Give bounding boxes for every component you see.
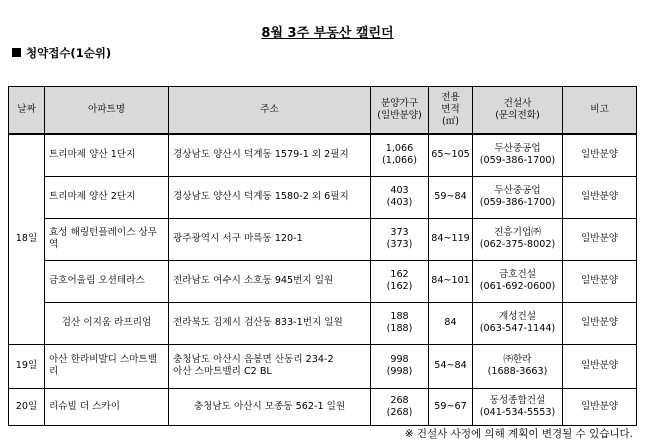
header-date: 날짜 (9, 87, 45, 135)
units-cell: 998 (998) (371, 344, 429, 388)
note-cell: 일반분양 (563, 302, 637, 344)
note-cell: 일반분양 (563, 134, 637, 176)
page-title: 8월 3주 부동산 캘린더 (261, 26, 394, 41)
header-builder: 건설사 (문의전화) (473, 87, 563, 135)
table-row (9, 260, 637, 302)
table-row (9, 176, 637, 218)
apartment-name: 효성 해링턴플레이스 상무역 (45, 218, 169, 260)
area-cell: 65~105 (429, 134, 473, 176)
date-cell: 18일 (9, 134, 45, 344)
builder-cell: 진흥기업㈜ (062-375-8002) (473, 218, 563, 260)
note-cell: 일반분양 (563, 388, 637, 425)
header-remarks: 비고 (563, 87, 637, 135)
square-bullet-icon (12, 48, 21, 57)
address-cell: 충청남도 아산시 음봉면 산동리 234-2 아산 스마트밸리 C2 BL (169, 344, 371, 388)
builder-cell: ㈜한라 (1688-3663) (473, 344, 563, 388)
header-row (9, 87, 637, 135)
address-cell: 경상남도 양산시 덕계동 1580-2 외 6필지 (169, 176, 371, 218)
address-cell: 광주광역시 서구 마륵동 120-1 (169, 218, 371, 260)
area-cell: 59~67 (429, 388, 473, 425)
address-cell: 충청남도 아산시 모종동 562-1 일원 (169, 388, 371, 425)
date-cell: 20일 (9, 388, 45, 425)
apartment-name: 리슈빌 더 스카이 (45, 388, 169, 425)
header-address: 주소 (169, 87, 371, 135)
area-cell: 84~101 (429, 260, 473, 302)
units-cell: 268 (268) (371, 388, 429, 425)
area-cell: 59~84 (429, 176, 473, 218)
note-cell: 일반분양 (563, 218, 637, 260)
footnote: ※ 건설사 사정에 의해 계획이 변경될 수 있습니다. (404, 428, 633, 440)
address-cell: 전라북도 김제시 검산동 833-1번지 일원 (169, 302, 371, 344)
note-cell: 일반분양 (563, 176, 637, 218)
header-apartment: 아파트명 (45, 87, 169, 135)
date-cell: 19일 (9, 344, 45, 388)
apartment-name: 트리마제 양산 2단지 (45, 176, 169, 218)
builder-cell: 계성건설 (063-547-1144) (473, 302, 563, 344)
units-cell: 188 (188) (371, 302, 429, 344)
note-cell: 일반분양 (563, 344, 637, 388)
builder-cell: 동성종합건설 (041-534-5553) (473, 388, 563, 425)
header-units: 분양가구 (일반분양) (371, 87, 429, 135)
units-cell: 403 (403) (371, 176, 429, 218)
apartment-name: 트리마제 양산 1단지 (45, 134, 169, 176)
builder-cell: 두산중공업 (059-386-1700) (473, 134, 563, 176)
apartment-name: 검산 이지움 라프리엄 (45, 302, 169, 344)
units-cell: 1,066 (1,066) (371, 134, 429, 176)
header-area: 전용 면적 (㎡) (429, 87, 473, 135)
address-cell: 경상남도 양산시 덕계동 1579-1 외 2필지 (169, 134, 371, 176)
table-row (9, 218, 637, 260)
section-title: 청약접수(1순위) (26, 46, 112, 60)
units-cell: 162 (162) (371, 260, 429, 302)
note-cell: 일반분양 (563, 260, 637, 302)
table-row (9, 134, 637, 176)
table-row (9, 388, 637, 425)
apartment-name: 아산 한라비발디 스마트밸리 (45, 344, 169, 388)
builder-cell: 금호건설 (061-692-0600) (473, 260, 563, 302)
calendar-table (8, 86, 637, 426)
area-cell: 84 (429, 302, 473, 344)
apartment-name: 금호어울림 오션테라스 (45, 260, 169, 302)
area-cell: 54~84 (429, 344, 473, 388)
builder-cell: 두산중공업 (059-386-1700) (473, 176, 563, 218)
address-cell: 전라남도 여수시 소호동 945번지 일원 (169, 260, 371, 302)
section-heading (12, 45, 111, 61)
table-row (9, 302, 637, 344)
table-row (9, 344, 637, 388)
units-cell: 373 (373) (371, 218, 429, 260)
area-cell: 84~119 (429, 218, 473, 260)
